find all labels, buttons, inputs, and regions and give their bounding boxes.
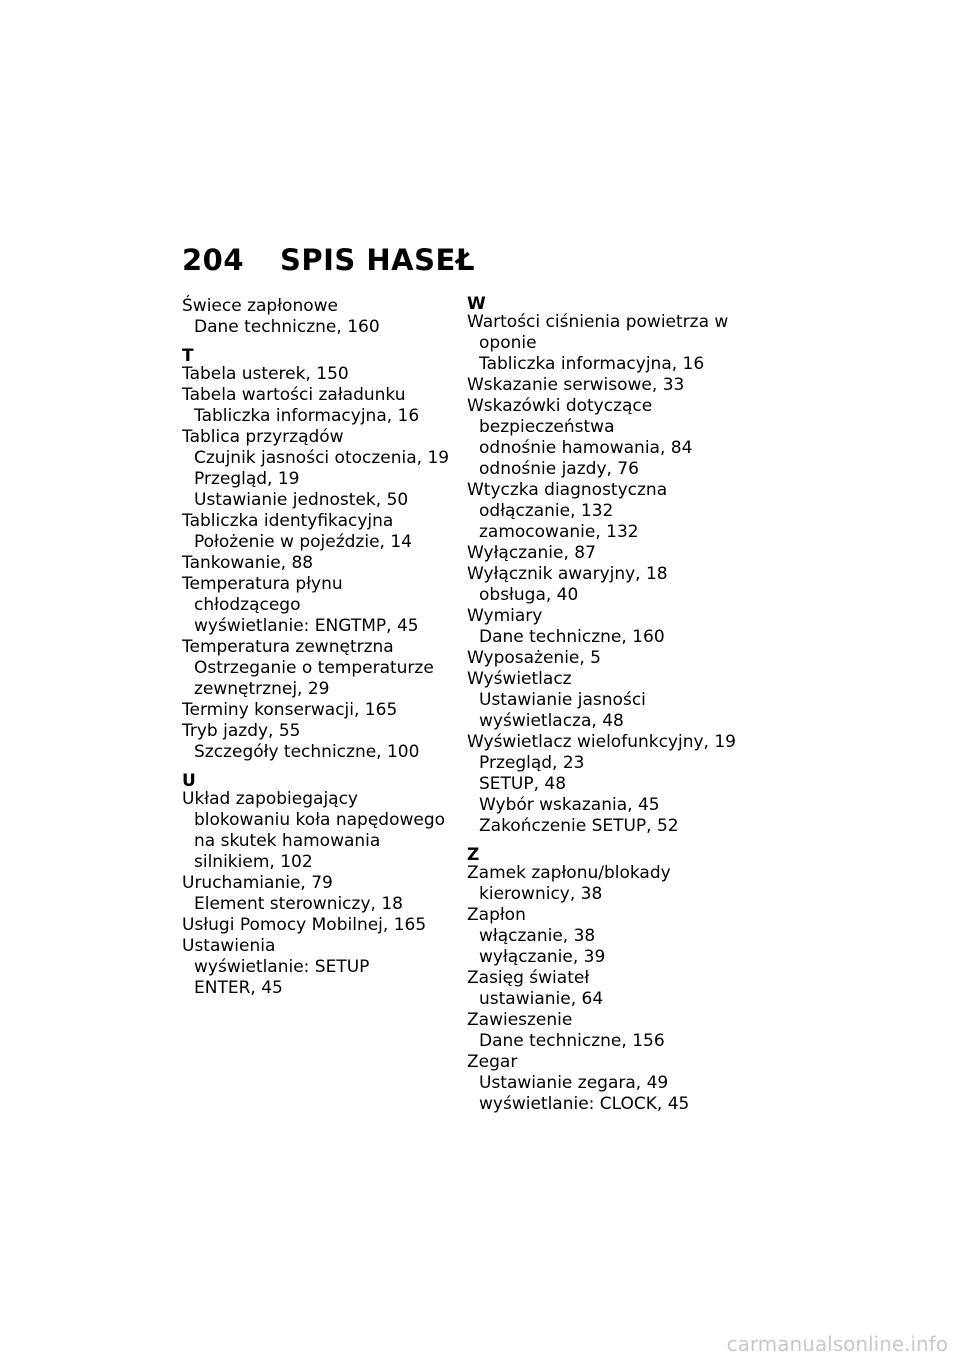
index-entry-continuation: oponie bbox=[479, 333, 537, 353]
index-subentry: zamocowanie, 132 bbox=[479, 522, 639, 542]
index-letter-heading: Z bbox=[467, 845, 480, 865]
index-subentry: Ustawianie jasności bbox=[479, 690, 646, 710]
index-subentry: ustawianie, 64 bbox=[479, 989, 604, 1009]
index-entry: Wyświetlacz bbox=[467, 669, 572, 689]
index-entry: Usługi Pomocy Mobilnej, 165 bbox=[182, 915, 427, 935]
index-entry: Tabela wartości załadunku bbox=[182, 385, 406, 405]
index-entry: Wyposażenie, 5 bbox=[467, 648, 601, 668]
index-entry: Wyświetlacz wielofunkcyjny, 19 bbox=[467, 732, 736, 752]
index-subentry: SETUP, 48 bbox=[479, 774, 567, 794]
index-entry-continuation: blokowaniu koła napędowego bbox=[194, 810, 446, 830]
index-entry: Tabliczka identyfikacyjna bbox=[182, 511, 394, 531]
index-subentry: Położenie w pojeździe, 14 bbox=[194, 532, 412, 552]
index-subentry: wyłączanie, 39 bbox=[479, 947, 606, 967]
index-subentry: Czujnik jasności otoczenia, 19 bbox=[194, 448, 450, 468]
index-subentry: Ustawianie zegara, 49 bbox=[479, 1073, 669, 1093]
index-entry: Zawieszenie bbox=[467, 1010, 573, 1030]
index-entry: Wyłącznik awaryjny, 18 bbox=[467, 564, 668, 584]
index-subentry: Wybór wskazania, 45 bbox=[479, 795, 660, 815]
index-entry: Wyłączanie, 87 bbox=[467, 543, 596, 563]
index-subentry: odnośnie jazdy, 76 bbox=[479, 459, 639, 479]
index-entry-continuation: ENTER, 45 bbox=[194, 978, 283, 998]
index-subentry: włączanie, 38 bbox=[479, 926, 596, 946]
index-entry: Świece zapłonowe bbox=[182, 296, 338, 316]
index-subentry: Ustawianie jednostek, 50 bbox=[194, 490, 409, 510]
index-subentry: Ostrzeganie o temperaturze bbox=[194, 658, 434, 678]
index-entry: Temperatura płynu bbox=[182, 574, 343, 594]
index-entry: Wskazówki dotyczące bbox=[467, 396, 653, 416]
index-entry: Wymiary bbox=[467, 606, 543, 626]
index-entry: Tablica przyrządów bbox=[182, 427, 344, 447]
index-entry: Temperatura zewnętrzna bbox=[182, 637, 394, 657]
index-subentry: Przegląd, 19 bbox=[194, 469, 300, 489]
index-entry-continuation: na skutek hamowania bbox=[194, 831, 381, 851]
index-entry-continuation: zewnętrznej, 29 bbox=[194, 679, 330, 699]
index-entry: Zegar bbox=[467, 1052, 518, 1072]
index-subentry: wyświetlanie: CLOCK, 45 bbox=[479, 1094, 690, 1114]
index-subentry: Dane techniczne, 156 bbox=[479, 1031, 665, 1051]
index-subentry: Tabliczka informacyjna, 16 bbox=[479, 354, 705, 374]
index-subentry: Dane techniczne, 160 bbox=[479, 627, 665, 647]
page-header bbox=[182, 243, 475, 277]
index-entry: Terminy konserwacji, 165 bbox=[182, 700, 398, 720]
index-entry: Wartości ciśnienia powietrza w bbox=[467, 312, 729, 332]
index-entry: Zamek zapłonu/blokady bbox=[467, 863, 671, 883]
index-entry-continuation: silnikiem, 102 bbox=[194, 852, 313, 872]
index-entry-continuation: chłodzącego bbox=[194, 595, 301, 615]
index-entry: Wskazanie serwisowe, 33 bbox=[467, 375, 685, 395]
page-number: 204 bbox=[182, 243, 245, 277]
index-letter-heading: T bbox=[182, 346, 194, 366]
index-entry: Tryb jazdy, 55 bbox=[182, 721, 301, 741]
index-entry-continuation: bezpieczeństwa bbox=[479, 417, 615, 437]
index-entry: Tankowanie, 88 bbox=[182, 553, 314, 573]
page-title: SPIS HASEŁ bbox=[280, 243, 475, 277]
index-entry: Wtyczka diagnostyczna bbox=[467, 480, 668, 500]
index-entry: Zasięg świateł bbox=[467, 968, 590, 988]
index-subentry: obsługa, 40 bbox=[479, 585, 579, 605]
index-letter-heading: W bbox=[467, 294, 486, 314]
index-entry-continuation: wyświetlacza, 48 bbox=[479, 711, 624, 731]
watermark: carmanualsonline.info bbox=[726, 1332, 948, 1356]
index-subentry: odnośnie hamowania, 84 bbox=[479, 438, 693, 458]
index-entry-continuation: kierownicy, 38 bbox=[479, 884, 603, 904]
index-entry: Ustawienia bbox=[182, 936, 276, 956]
index-entry: Układ zapobiegający bbox=[182, 789, 358, 809]
index-entry: Zapłon bbox=[467, 905, 526, 925]
index-column-left bbox=[182, 296, 457, 999]
index-subentry: Dane techniczne, 160 bbox=[194, 317, 380, 337]
index-subentry: Szczegóły techniczne, 100 bbox=[194, 742, 420, 762]
index-subentry: Tabliczka informacyjna, 16 bbox=[194, 406, 420, 426]
index-column-right bbox=[467, 296, 742, 1115]
index-entry: Tabela usterek, 150 bbox=[182, 364, 349, 384]
index-subentry: Przegląd, 23 bbox=[479, 753, 585, 773]
index-letter-heading: U bbox=[182, 771, 196, 791]
index-subentry: wyświetlanie: SETUP bbox=[194, 957, 370, 977]
index-subentry: Element sterowniczy, 18 bbox=[194, 894, 403, 914]
index-entry: Uruchamianie, 79 bbox=[182, 873, 333, 893]
index-subentry: wyświetlanie: ENGTMP, 45 bbox=[194, 616, 419, 636]
index-subentry: odłączanie, 132 bbox=[479, 501, 614, 521]
index-subentry: Zakończenie SETUP, 52 bbox=[479, 816, 679, 836]
